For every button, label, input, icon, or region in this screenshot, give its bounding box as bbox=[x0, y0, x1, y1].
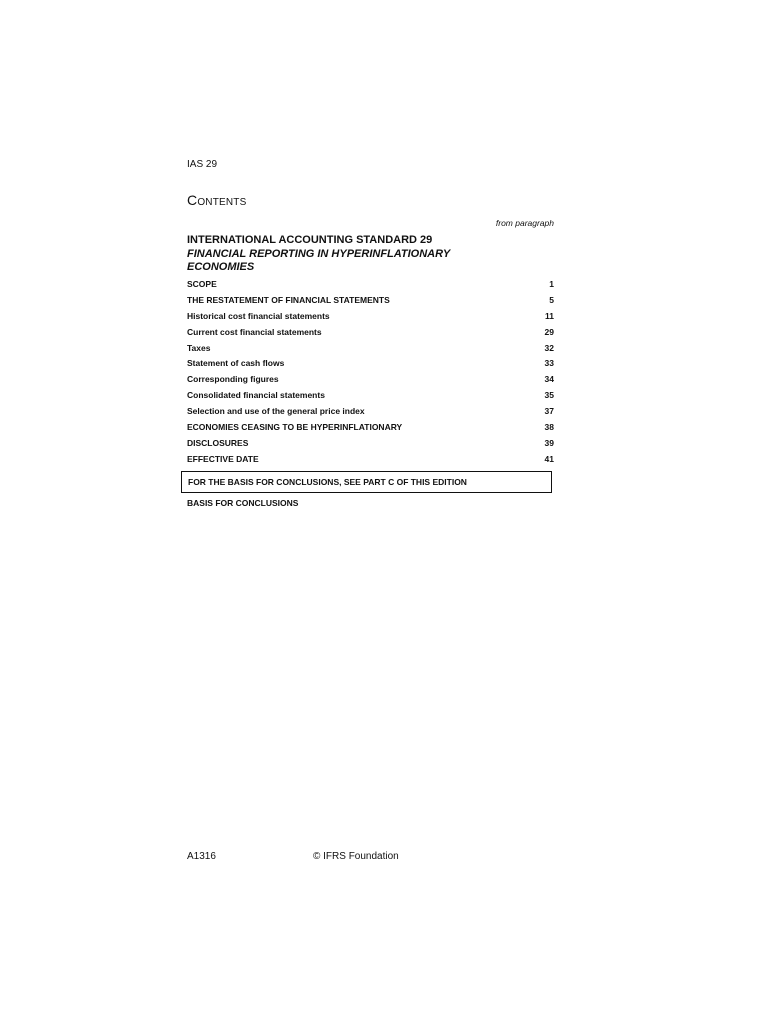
toc-paragraph-number: 35 bbox=[544, 390, 554, 401]
toc-paragraph-number: 41 bbox=[544, 453, 554, 464]
toc-label: SCOPE bbox=[187, 279, 217, 289]
toc-label: Current cost financial statements bbox=[187, 326, 322, 337]
toc-label: Corresponding figures bbox=[187, 374, 279, 385]
from-paragraph-label: from paragraph bbox=[495, 218, 554, 228]
toc-label: Selection and use of the general price index bbox=[187, 406, 365, 417]
toc-row-historical-cost[interactable] bbox=[187, 311, 554, 327]
contents-heading bbox=[187, 192, 247, 208]
toc-row-consolidated[interactable] bbox=[187, 390, 554, 406]
contents-heading-rest: ONTENTS bbox=[197, 197, 247, 208]
footer-copyright: © IFRS Foundation bbox=[313, 851, 399, 862]
toc-paragraph-number: 1 bbox=[549, 279, 554, 289]
toc-row-taxes[interactable] bbox=[187, 343, 554, 359]
toc-row-ceasing[interactable] bbox=[187, 422, 554, 438]
toc-row-corresponding-figures[interactable] bbox=[187, 374, 554, 390]
toc-label: THE RESTATEMENT OF FINANCIAL STATEMENTS bbox=[187, 294, 390, 305]
footer-page-number: A1316 bbox=[187, 851, 216, 862]
basis-for-conclusions-note-box: FOR THE BASIS FOR CONCLUSIONS, SEE PART C OF THIS EDITION bbox=[181, 471, 552, 493]
contents-heading-initial: C bbox=[187, 192, 198, 208]
toc-paragraph-number: 38 bbox=[544, 422, 554, 433]
table-of-contents bbox=[187, 279, 554, 470]
toc-row-cash-flows[interactable] bbox=[187, 358, 554, 374]
standard-title: INTERNATIONAL ACCOUNTING STANDARD 29 bbox=[187, 234, 433, 246]
toc-label: ECONOMIES CEASING TO BE HYPERINFLATIONARY bbox=[187, 422, 403, 433]
toc-label: EFFECTIVE DATE bbox=[187, 453, 259, 464]
toc-row-basis-for-conclusions[interactable]: BASIS FOR CONCLUSIONS bbox=[187, 498, 299, 508]
toc-row-effective-date[interactable] bbox=[187, 454, 554, 470]
standard-subtitle: FINANCIAL REPORTING IN HYPERINFLATIONARY ECONOMIES bbox=[187, 248, 451, 273]
toc-row-current-cost[interactable] bbox=[187, 327, 554, 343]
toc-row-disclosures[interactable] bbox=[187, 438, 554, 454]
toc-row-scope[interactable] bbox=[187, 279, 554, 295]
toc-paragraph-number: 5 bbox=[549, 294, 554, 305]
toc-paragraph-number: 33 bbox=[544, 358, 554, 369]
toc-label: Statement of cash flows bbox=[187, 358, 285, 369]
toc-label: DISCLOSURES bbox=[187, 437, 249, 448]
toc-paragraph-number: 29 bbox=[544, 326, 554, 337]
toc-row-restatement[interactable] bbox=[187, 295, 554, 311]
toc-paragraph-number: 37 bbox=[544, 406, 554, 417]
toc-row-price-index[interactable] bbox=[187, 406, 554, 422]
toc-paragraph-number: 11 bbox=[545, 310, 554, 321]
toc-label: Historical cost financial statements bbox=[187, 310, 330, 321]
running-header: IAS 29 bbox=[187, 159, 218, 170]
toc-label: Consolidated financial statements bbox=[187, 390, 325, 401]
toc-paragraph-number: 32 bbox=[544, 342, 554, 353]
toc-label: Taxes bbox=[187, 342, 211, 353]
toc-paragraph-number: 39 bbox=[544, 437, 554, 448]
toc-paragraph-number: 34 bbox=[544, 374, 554, 385]
